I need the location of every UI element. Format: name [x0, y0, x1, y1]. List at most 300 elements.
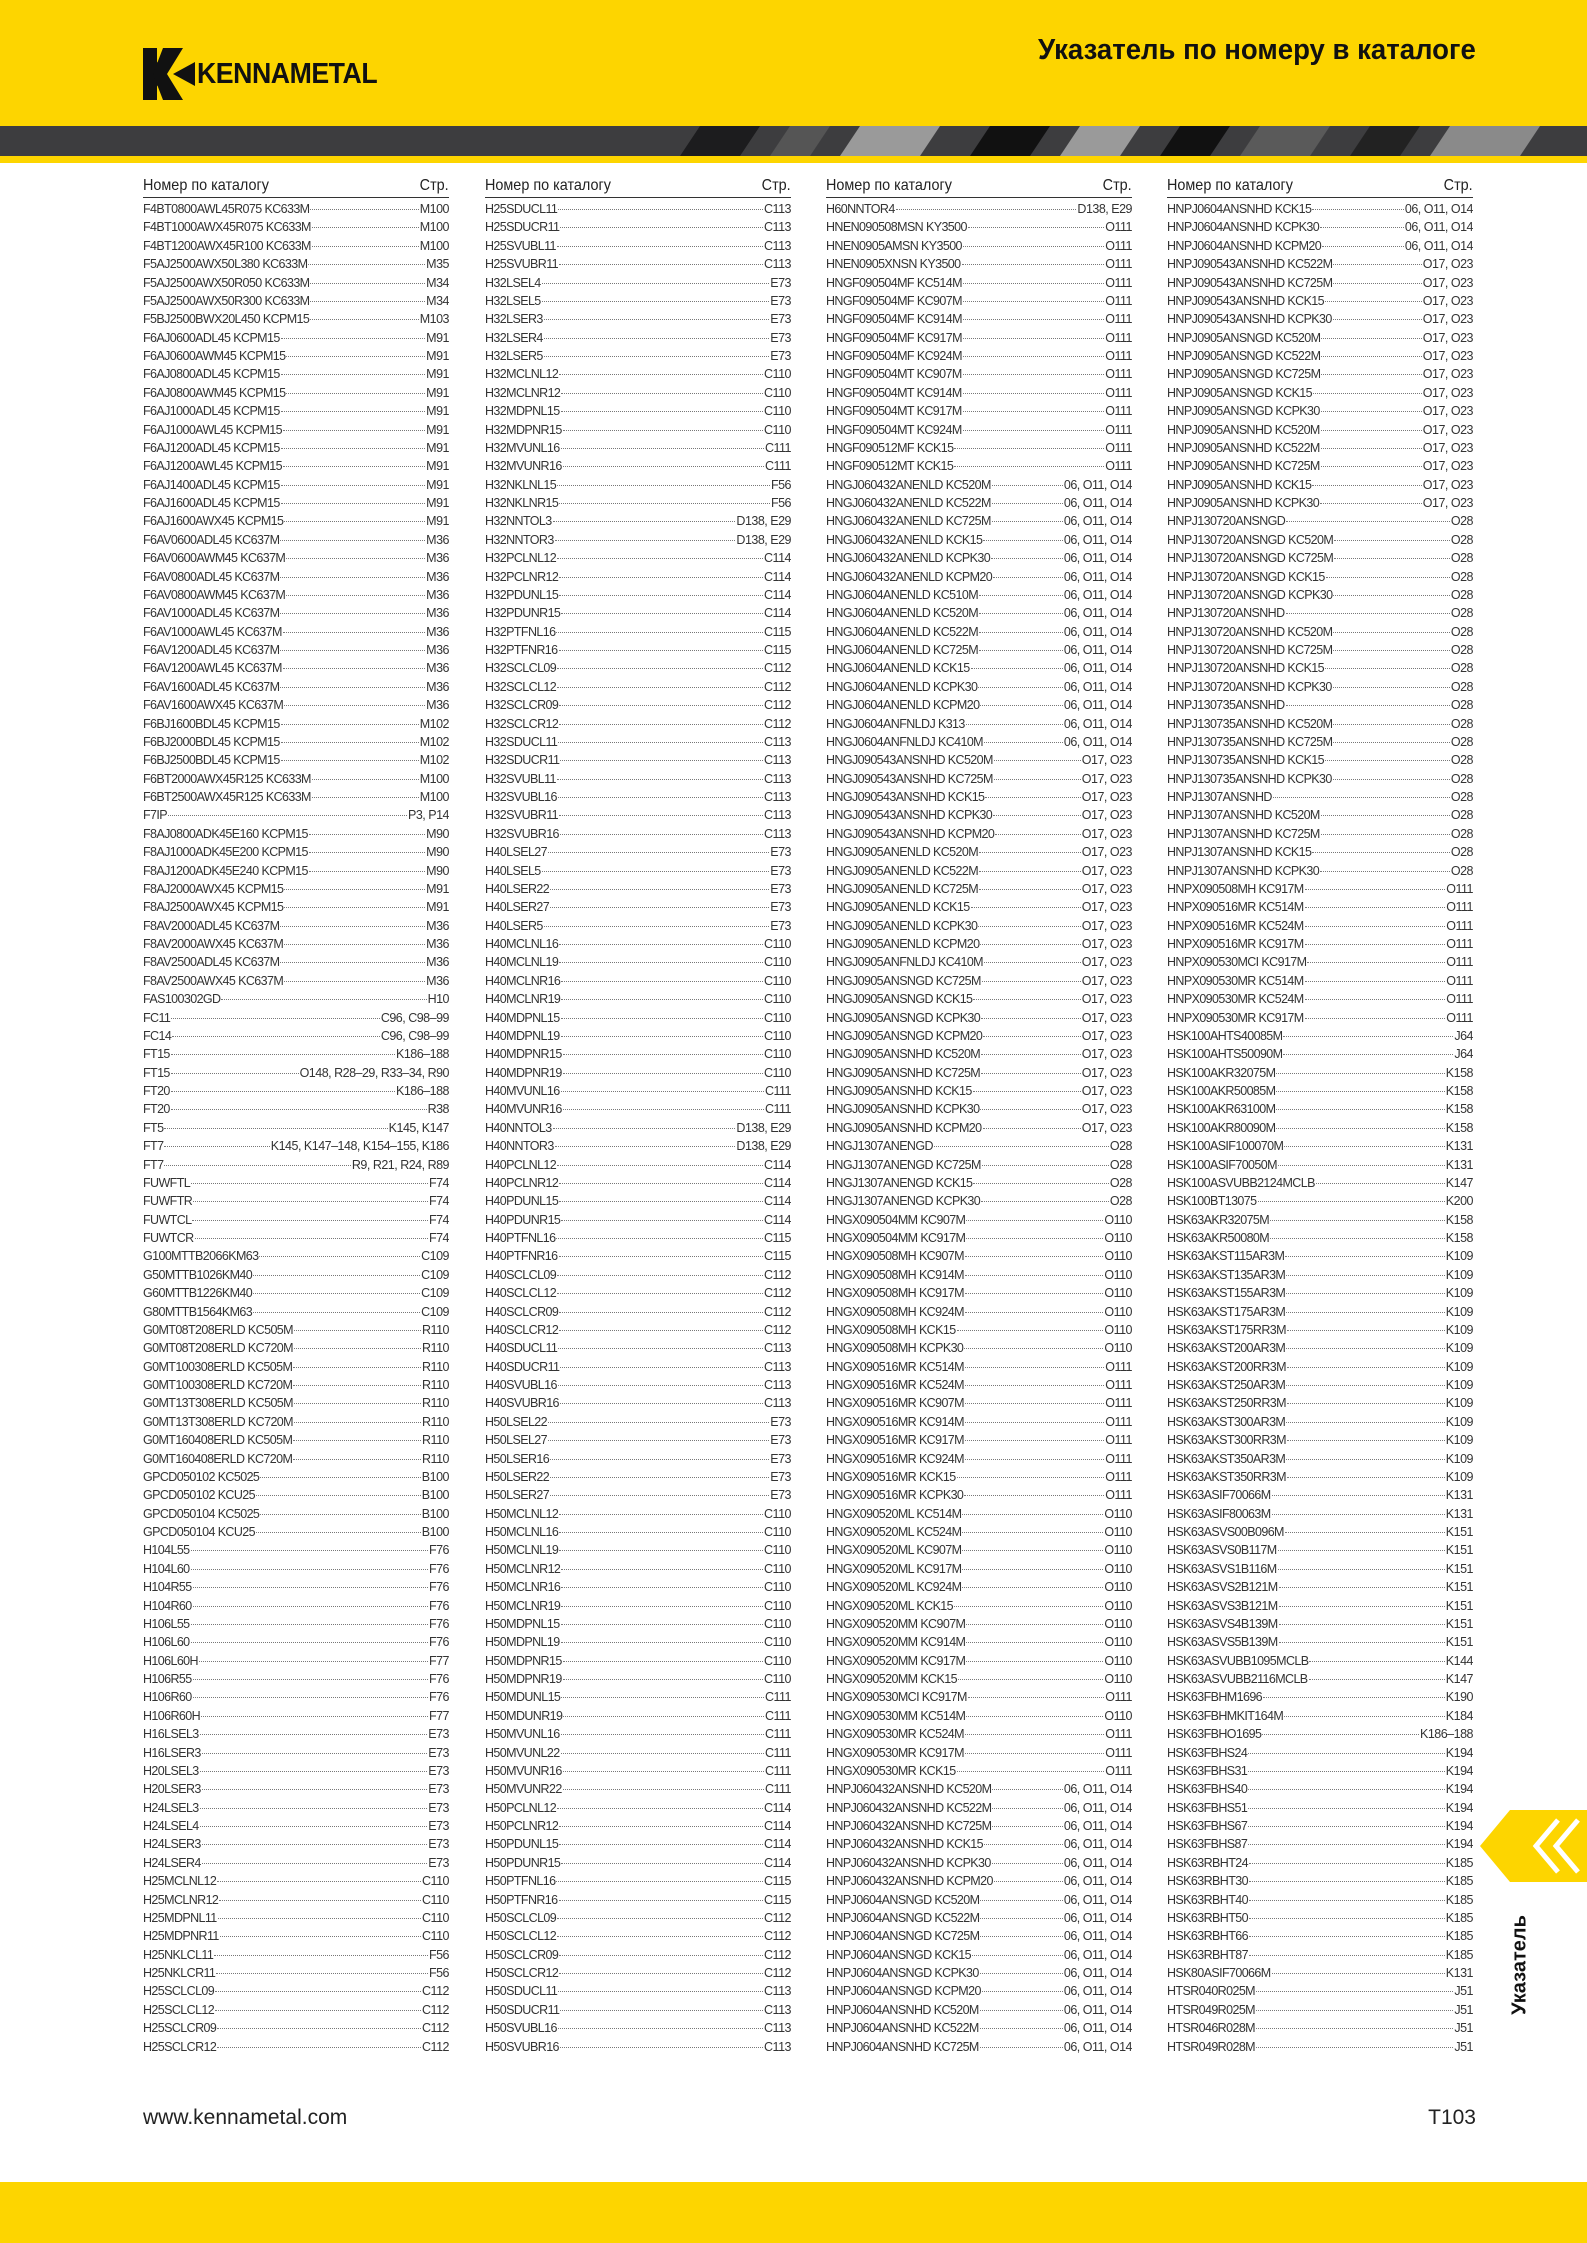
- index-entry[interactable]: [143, 292, 449, 310]
- index-entry[interactable]: [1167, 1688, 1473, 1706]
- index-entry[interactable]: [826, 1946, 1132, 1964]
- index-entry[interactable]: [485, 733, 791, 751]
- index-entry[interactable]: [143, 568, 449, 586]
- index-entry[interactable]: [485, 1247, 791, 1265]
- index-entry[interactable]: [485, 1835, 791, 1853]
- index-entry[interactable]: [826, 586, 1132, 604]
- index-entry[interactable]: [826, 549, 1132, 567]
- index-entry[interactable]: [485, 880, 791, 898]
- index-entry[interactable]: [1167, 1358, 1473, 1376]
- index-entry[interactable]: [143, 1799, 449, 1817]
- index-entry[interactable]: [1167, 365, 1473, 383]
- index-entry[interactable]: [1167, 200, 1473, 218]
- index-entry[interactable]: [143, 788, 449, 806]
- index-entry[interactable]: [1167, 1946, 1473, 1964]
- index-entry[interactable]: [1167, 512, 1473, 530]
- index-entry[interactable]: [1167, 678, 1473, 696]
- index-entry[interactable]: [1167, 1413, 1473, 1431]
- index-entry[interactable]: [1167, 1394, 1473, 1412]
- index-entry[interactable]: [143, 1137, 449, 1155]
- index-entry[interactable]: [485, 1174, 791, 1192]
- index-entry[interactable]: [1167, 1321, 1473, 1339]
- index-entry[interactable]: [485, 549, 791, 567]
- index-entry[interactable]: [485, 1927, 791, 1945]
- index-entry[interactable]: [826, 1468, 1132, 1486]
- index-entry[interactable]: [143, 825, 449, 843]
- index-entry[interactable]: [143, 1413, 449, 1431]
- index-entry[interactable]: [826, 2019, 1132, 2037]
- index-entry[interactable]: [485, 935, 791, 953]
- index-entry[interactable]: [826, 1633, 1132, 1651]
- index-entry[interactable]: [826, 1982, 1132, 2000]
- index-entry[interactable]: [1167, 1174, 1473, 1192]
- index-entry[interactable]: [143, 1909, 449, 1927]
- index-entry[interactable]: [1167, 1486, 1473, 1504]
- footer-website-link[interactable]: www.kennametal.com: [143, 2106, 348, 2129]
- index-entry[interactable]: [485, 1450, 791, 1468]
- index-entry[interactable]: [143, 531, 449, 549]
- index-entry[interactable]: [1167, 1597, 1473, 1615]
- index-entry[interactable]: [1167, 1211, 1473, 1229]
- index-entry[interactable]: [826, 1358, 1132, 1376]
- index-entry[interactable]: [826, 2001, 1132, 2019]
- index-entry[interactable]: [143, 935, 449, 953]
- index-entry[interactable]: [1167, 531, 1473, 549]
- index-entry[interactable]: [826, 512, 1132, 530]
- index-entry[interactable]: [485, 1854, 791, 1872]
- index-entry[interactable]: [143, 255, 449, 273]
- index-entry[interactable]: [826, 255, 1132, 273]
- index-entry[interactable]: [826, 421, 1132, 439]
- index-entry[interactable]: [143, 1082, 449, 1100]
- index-entry[interactable]: [826, 274, 1132, 292]
- index-entry[interactable]: [826, 1009, 1132, 1027]
- index-entry[interactable]: [826, 457, 1132, 475]
- index-entry[interactable]: [143, 843, 449, 861]
- index-entry[interactable]: [826, 898, 1132, 916]
- index-entry[interactable]: [143, 1266, 449, 1284]
- index-entry[interactable]: [1167, 1872, 1473, 1890]
- index-entry[interactable]: [143, 1523, 449, 1541]
- index-entry[interactable]: [1167, 347, 1473, 365]
- index-entry[interactable]: [826, 1394, 1132, 1412]
- index-entry[interactable]: [485, 1009, 791, 1027]
- index-entry[interactable]: [826, 843, 1132, 861]
- index-entry[interactable]: [143, 880, 449, 898]
- index-entry[interactable]: [143, 1982, 449, 2000]
- index-entry[interactable]: [826, 715, 1132, 733]
- index-entry[interactable]: [1167, 788, 1473, 806]
- index-entry[interactable]: [143, 1027, 449, 1045]
- index-entry[interactable]: [485, 659, 791, 677]
- index-entry[interactable]: [1167, 1376, 1473, 1394]
- index-entry[interactable]: [485, 1082, 791, 1100]
- index-entry[interactable]: [143, 1854, 449, 1872]
- index-entry[interactable]: [143, 1486, 449, 1504]
- index-entry[interactable]: [826, 2038, 1132, 2056]
- index-entry[interactable]: [826, 1817, 1132, 1835]
- index-entry[interactable]: [143, 770, 449, 788]
- index-entry[interactable]: [1167, 439, 1473, 457]
- index-entry[interactable]: [1167, 935, 1473, 953]
- index-entry[interactable]: [826, 384, 1132, 402]
- index-entry[interactable]: [485, 476, 791, 494]
- index-entry[interactable]: [485, 255, 791, 273]
- index-entry[interactable]: [485, 1211, 791, 1229]
- index-entry[interactable]: [143, 715, 449, 733]
- index-entry[interactable]: [485, 696, 791, 714]
- index-entry[interactable]: [143, 1156, 449, 1174]
- index-entry[interactable]: [826, 1615, 1132, 1633]
- index-entry[interactable]: [1167, 1137, 1473, 1155]
- index-entry[interactable]: [485, 1468, 791, 1486]
- index-entry[interactable]: [1167, 2019, 1473, 2037]
- index-entry[interactable]: [826, 1431, 1132, 1449]
- index-entry[interactable]: [826, 935, 1132, 953]
- index-entry[interactable]: [826, 402, 1132, 420]
- index-entry[interactable]: [1167, 1468, 1473, 1486]
- index-entry[interactable]: [826, 990, 1132, 1008]
- index-entry[interactable]: [143, 1045, 449, 1063]
- index-entry[interactable]: [485, 384, 791, 402]
- index-entry[interactable]: [826, 292, 1132, 310]
- index-entry[interactable]: [826, 1064, 1132, 1082]
- index-entry[interactable]: [485, 770, 791, 788]
- index-entry[interactable]: [1167, 659, 1473, 677]
- index-entry[interactable]: [1167, 1854, 1473, 1872]
- index-entry[interactable]: [485, 457, 791, 475]
- index-entry[interactable]: [1167, 2038, 1473, 2056]
- index-entry[interactable]: [1167, 1303, 1473, 1321]
- index-entry[interactable]: [485, 1358, 791, 1376]
- index-entry[interactable]: [1167, 862, 1473, 880]
- index-entry[interactable]: [1167, 1229, 1473, 1247]
- index-entry[interactable]: [485, 1027, 791, 1045]
- index-entry[interactable]: [485, 1578, 791, 1596]
- index-entry[interactable]: [143, 1615, 449, 1633]
- index-entry[interactable]: [826, 641, 1132, 659]
- index-entry[interactable]: [826, 1156, 1132, 1174]
- index-entry[interactable]: [826, 200, 1132, 218]
- index-entry[interactable]: [485, 1303, 791, 1321]
- index-entry[interactable]: [1167, 898, 1473, 916]
- index-entry[interactable]: [485, 365, 791, 383]
- index-entry[interactable]: [485, 568, 791, 586]
- index-entry[interactable]: [1167, 1450, 1473, 1468]
- index-entry[interactable]: [1167, 549, 1473, 567]
- index-entry[interactable]: [143, 1303, 449, 1321]
- index-entry[interactable]: [485, 1413, 791, 1431]
- index-entry[interactable]: [485, 1799, 791, 1817]
- index-entry[interactable]: [143, 218, 449, 236]
- index-entry[interactable]: [826, 880, 1132, 898]
- index-entry[interactable]: [1167, 1009, 1473, 1027]
- index-entry[interactable]: [143, 733, 449, 751]
- index-entry[interactable]: [1167, 1560, 1473, 1578]
- index-entry[interactable]: [143, 1450, 449, 1468]
- index-entry[interactable]: [143, 2019, 449, 2037]
- index-entry[interactable]: [1167, 917, 1473, 935]
- index-entry[interactable]: [826, 1725, 1132, 1743]
- index-entry[interactable]: [485, 1707, 791, 1725]
- index-entry[interactable]: [1167, 329, 1473, 347]
- index-entry[interactable]: [1167, 1431, 1473, 1449]
- index-entry[interactable]: [485, 917, 791, 935]
- index-entry[interactable]: [143, 1192, 449, 1210]
- index-entry[interactable]: [143, 1633, 449, 1651]
- index-entry[interactable]: [1167, 586, 1473, 604]
- index-entry[interactable]: [485, 531, 791, 549]
- index-entry[interactable]: [485, 1394, 791, 1412]
- index-entry[interactable]: [1167, 1982, 1473, 2000]
- index-entry[interactable]: [1167, 1192, 1473, 1210]
- index-entry[interactable]: [485, 1670, 791, 1688]
- index-entry[interactable]: [826, 696, 1132, 714]
- index-entry[interactable]: [1167, 1082, 1473, 1100]
- index-entry[interactable]: [826, 1450, 1132, 1468]
- index-entry[interactable]: [143, 806, 449, 824]
- index-entry[interactable]: [485, 1321, 791, 1339]
- index-entry[interactable]: [826, 1027, 1132, 1045]
- index-entry[interactable]: [826, 1100, 1132, 1118]
- index-entry[interactable]: [485, 1762, 791, 1780]
- index-entry[interactable]: [485, 1688, 791, 1706]
- index-entry[interactable]: [826, 1229, 1132, 1247]
- index-entry[interactable]: [826, 1780, 1132, 1798]
- index-entry[interactable]: [1167, 1615, 1473, 1633]
- index-entry[interactable]: [143, 751, 449, 769]
- index-entry[interactable]: [143, 623, 449, 641]
- index-entry[interactable]: [826, 1541, 1132, 1559]
- index-entry[interactable]: [826, 770, 1132, 788]
- index-entry[interactable]: [826, 1082, 1132, 1100]
- index-entry[interactable]: [485, 1541, 791, 1559]
- index-entry[interactable]: [143, 476, 449, 494]
- index-entry[interactable]: [143, 641, 449, 659]
- index-entry[interactable]: [485, 1633, 791, 1651]
- index-entry[interactable]: [826, 1376, 1132, 1394]
- index-entry[interactable]: [826, 568, 1132, 586]
- index-entry[interactable]: [485, 1486, 791, 1504]
- index-entry[interactable]: [143, 421, 449, 439]
- index-entry[interactable]: [1167, 1799, 1473, 1817]
- index-entry[interactable]: [826, 1872, 1132, 1890]
- index-entry[interactable]: [1167, 1927, 1473, 1945]
- index-entry[interactable]: [485, 1505, 791, 1523]
- index-entry[interactable]: [1167, 1891, 1473, 1909]
- index-entry[interactable]: [143, 1339, 449, 1357]
- index-entry[interactable]: [1167, 696, 1473, 714]
- index-entry[interactable]: [1167, 715, 1473, 733]
- index-entry[interactable]: [1167, 1247, 1473, 1265]
- index-entry[interactable]: [143, 1652, 449, 1670]
- index-entry[interactable]: [485, 825, 791, 843]
- index-entry[interactable]: [1167, 1670, 1473, 1688]
- index-entry[interactable]: [143, 659, 449, 677]
- index-entry[interactable]: [1167, 604, 1473, 622]
- index-entry[interactable]: [143, 1505, 449, 1523]
- index-entry[interactable]: [143, 1946, 449, 1964]
- index-entry[interactable]: [1167, 1100, 1473, 1118]
- index-entry[interactable]: [1167, 1119, 1473, 1137]
- index-entry[interactable]: [485, 1100, 791, 1118]
- index-entry[interactable]: [143, 402, 449, 420]
- index-entry[interactable]: [485, 1192, 791, 1210]
- index-entry[interactable]: [826, 1744, 1132, 1762]
- index-entry[interactable]: [485, 1744, 791, 1762]
- index-entry[interactable]: [485, 715, 791, 733]
- index-entry[interactable]: [1167, 641, 1473, 659]
- index-entry[interactable]: [143, 2038, 449, 2056]
- index-entry[interactable]: [143, 1780, 449, 1798]
- index-entry[interactable]: [485, 200, 791, 218]
- index-entry[interactable]: [1167, 1762, 1473, 1780]
- index-entry[interactable]: [143, 990, 449, 1008]
- index-entry[interactable]: [1167, 843, 1473, 861]
- index-entry[interactable]: [826, 862, 1132, 880]
- index-entry[interactable]: [485, 292, 791, 310]
- index-entry[interactable]: [143, 1064, 449, 1082]
- index-entry[interactable]: [1167, 237, 1473, 255]
- index-entry[interactable]: [1167, 2001, 1473, 2019]
- index-entry[interactable]: [826, 1854, 1132, 1872]
- index-entry[interactable]: [826, 237, 1132, 255]
- index-entry[interactable]: [485, 1045, 791, 1063]
- index-entry[interactable]: [826, 1413, 1132, 1431]
- index-entry[interactable]: [143, 494, 449, 512]
- index-entry[interactable]: [826, 917, 1132, 935]
- index-entry[interactable]: [485, 237, 791, 255]
- index-entry[interactable]: [1167, 1744, 1473, 1762]
- index-entry[interactable]: [143, 1229, 449, 1247]
- index-entry[interactable]: [143, 1358, 449, 1376]
- index-entry[interactable]: [143, 329, 449, 347]
- index-entry[interactable]: [1167, 1505, 1473, 1523]
- index-entry[interactable]: [143, 347, 449, 365]
- index-entry[interactable]: [485, 1946, 791, 1964]
- index-entry[interactable]: [485, 1891, 791, 1909]
- index-entry[interactable]: [1167, 1578, 1473, 1596]
- index-entry[interactable]: [826, 1964, 1132, 1982]
- index-entry[interactable]: [143, 1927, 449, 1945]
- index-entry[interactable]: [143, 586, 449, 604]
- index-entry[interactable]: [826, 1211, 1132, 1229]
- index-entry[interactable]: [485, 953, 791, 971]
- index-entry[interactable]: [1167, 825, 1473, 843]
- index-entry[interactable]: [1167, 1027, 1473, 1045]
- index-entry[interactable]: [826, 733, 1132, 751]
- index-entry[interactable]: [143, 1891, 449, 1909]
- index-entry[interactable]: [826, 329, 1132, 347]
- index-entry[interactable]: [826, 1835, 1132, 1853]
- index-entry[interactable]: [143, 972, 449, 990]
- index-entry[interactable]: [826, 806, 1132, 824]
- index-entry[interactable]: [143, 898, 449, 916]
- index-entry[interactable]: [485, 586, 791, 604]
- index-entry[interactable]: [143, 1707, 449, 1725]
- index-entry[interactable]: [143, 1835, 449, 1853]
- index-entry[interactable]: [1167, 457, 1473, 475]
- index-entry[interactable]: [143, 365, 449, 383]
- index-entry[interactable]: [826, 1688, 1132, 1706]
- index-entry[interactable]: [1167, 218, 1473, 236]
- index-entry[interactable]: [826, 1339, 1132, 1357]
- index-entry[interactable]: [826, 1707, 1132, 1725]
- index-entry[interactable]: [826, 494, 1132, 512]
- kennametal-logo[interactable]: [143, 48, 393, 100]
- index-entry[interactable]: [485, 843, 791, 861]
- index-entry[interactable]: [485, 402, 791, 420]
- index-entry[interactable]: [826, 1762, 1132, 1780]
- index-entry[interactable]: [826, 788, 1132, 806]
- index-entry[interactable]: [143, 1119, 449, 1137]
- index-entry[interactable]: [485, 972, 791, 990]
- index-entry[interactable]: [485, 2019, 791, 2037]
- index-entry[interactable]: [143, 1376, 449, 1394]
- index-entry[interactable]: [826, 439, 1132, 457]
- index-entry[interactable]: [485, 1284, 791, 1302]
- index-entry[interactable]: [485, 1652, 791, 1670]
- index-entry[interactable]: [1167, 421, 1473, 439]
- index-entry[interactable]: [826, 218, 1132, 236]
- index-entry[interactable]: [1167, 1652, 1473, 1670]
- index-entry[interactable]: [826, 1284, 1132, 1302]
- index-entry[interactable]: [143, 1468, 449, 1486]
- index-entry[interactable]: [826, 1486, 1132, 1504]
- index-entry[interactable]: [485, 862, 791, 880]
- index-entry[interactable]: [485, 1064, 791, 1082]
- index-entry[interactable]: [826, 604, 1132, 622]
- index-entry[interactable]: [143, 1688, 449, 1706]
- index-entry[interactable]: [143, 1670, 449, 1688]
- index-entry[interactable]: [826, 1799, 1132, 1817]
- index-entry[interactable]: [143, 1247, 449, 1265]
- index-entry[interactable]: [826, 1597, 1132, 1615]
- index-entry[interactable]: [485, 788, 791, 806]
- index-entry[interactable]: [485, 218, 791, 236]
- index-entry[interactable]: [826, 1927, 1132, 1945]
- index-entry[interactable]: [1167, 1156, 1473, 1174]
- index-entry[interactable]: [143, 1725, 449, 1743]
- index-entry[interactable]: [485, 2038, 791, 2056]
- index-entry[interactable]: [1167, 1725, 1473, 1743]
- index-entry[interactable]: [143, 1284, 449, 1302]
- index-entry[interactable]: [826, 1909, 1132, 1927]
- index-entry[interactable]: [485, 1156, 791, 1174]
- index-entry[interactable]: [1167, 1780, 1473, 1798]
- index-entry[interactable]: [485, 512, 791, 530]
- index-entry[interactable]: [485, 310, 791, 328]
- index-entry[interactable]: [485, 1266, 791, 1284]
- index-entry[interactable]: [143, 237, 449, 255]
- index-entry[interactable]: [485, 421, 791, 439]
- index-entry[interactable]: [485, 898, 791, 916]
- index-entry[interactable]: [1167, 1909, 1473, 1927]
- index-entry[interactable]: [485, 1872, 791, 1890]
- index-entry[interactable]: [143, 384, 449, 402]
- index-entry[interactable]: [485, 329, 791, 347]
- index-entry[interactable]: [485, 641, 791, 659]
- index-entry[interactable]: [143, 274, 449, 292]
- index-entry[interactable]: [143, 1817, 449, 1835]
- index-entry[interactable]: [1167, 953, 1473, 971]
- index-entry[interactable]: [143, 1174, 449, 1192]
- index-entry[interactable]: [826, 972, 1132, 990]
- index-entry[interactable]: [826, 678, 1132, 696]
- index-entry[interactable]: [1167, 806, 1473, 824]
- index-entry[interactable]: [1167, 568, 1473, 586]
- index-entry[interactable]: [1167, 1633, 1473, 1651]
